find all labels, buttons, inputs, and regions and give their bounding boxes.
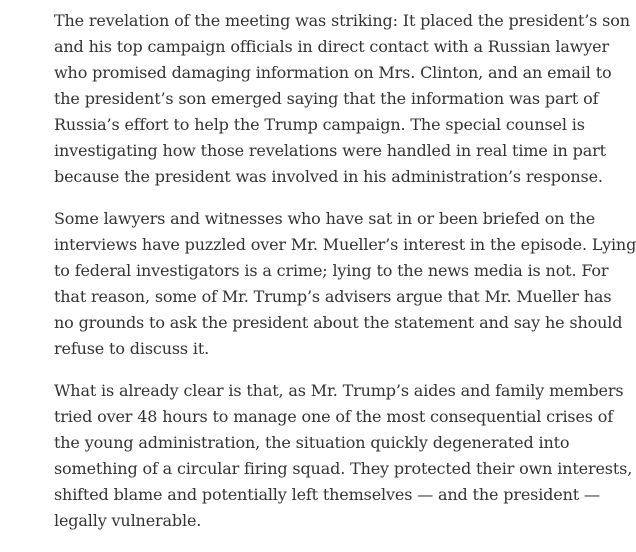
paragraph-line: to federal investigators is a crime; lying to the news media is not. For bbox=[54, 261, 609, 280]
paragraph-line: What is already clear is that, as Mr. Trump’s aides and family members bbox=[54, 381, 624, 400]
paragraph-line: shifted blame and potentially left themselves — and the president — bbox=[54, 485, 600, 504]
paragraph-line: The revelation of the meeting was striking: It placed the president’s son bbox=[54, 11, 630, 30]
article-body bbox=[54, 8, 636, 550]
paragraph-line: because the president was involved in his administration’s response. bbox=[54, 167, 603, 186]
paragraph-line: the president’s son emerged saying that the information was part of bbox=[54, 89, 599, 108]
paragraph-line: and his top campaign officials in direct contact with a Russian lawyer bbox=[54, 37, 610, 56]
paragraph-3 bbox=[54, 378, 633, 534]
paragraph-line: interviews have puzzled over Mr. Mueller’s interest in the episode. Lying bbox=[54, 235, 636, 254]
paragraph-line: who promised damaging information on Mrs. Clinton, and an email to bbox=[54, 63, 612, 82]
paragraph-line: refuse to discuss it. bbox=[54, 339, 210, 358]
paragraph-1 bbox=[54, 8, 630, 190]
paragraph-line: investigating how those revelations were handled in real time in part bbox=[54, 141, 606, 160]
paragraph-2 bbox=[54, 206, 636, 362]
paragraph-line: that reason, some of Mr. Trump’s advisers argue that Mr. Mueller has bbox=[54, 287, 612, 306]
paragraph-line: Some lawyers and witnesses who have sat in or been briefed on the bbox=[54, 209, 596, 228]
paragraph-line: tried over 48 hours to manage one of the most consequential crises of bbox=[54, 407, 614, 426]
paragraph-line: something of a circular firing squad. They protected their own interests, bbox=[54, 459, 633, 478]
paragraph-line: no grounds to ask the president about the statement and say he should bbox=[54, 313, 623, 332]
paragraph-line: the young administration, the situation quickly degenerated into bbox=[54, 433, 570, 452]
paragraph-line: legally vulnerable. bbox=[54, 511, 202, 530]
paragraph-line: Russia’s effort to help the Trump campaign. The special counsel is bbox=[54, 115, 585, 134]
